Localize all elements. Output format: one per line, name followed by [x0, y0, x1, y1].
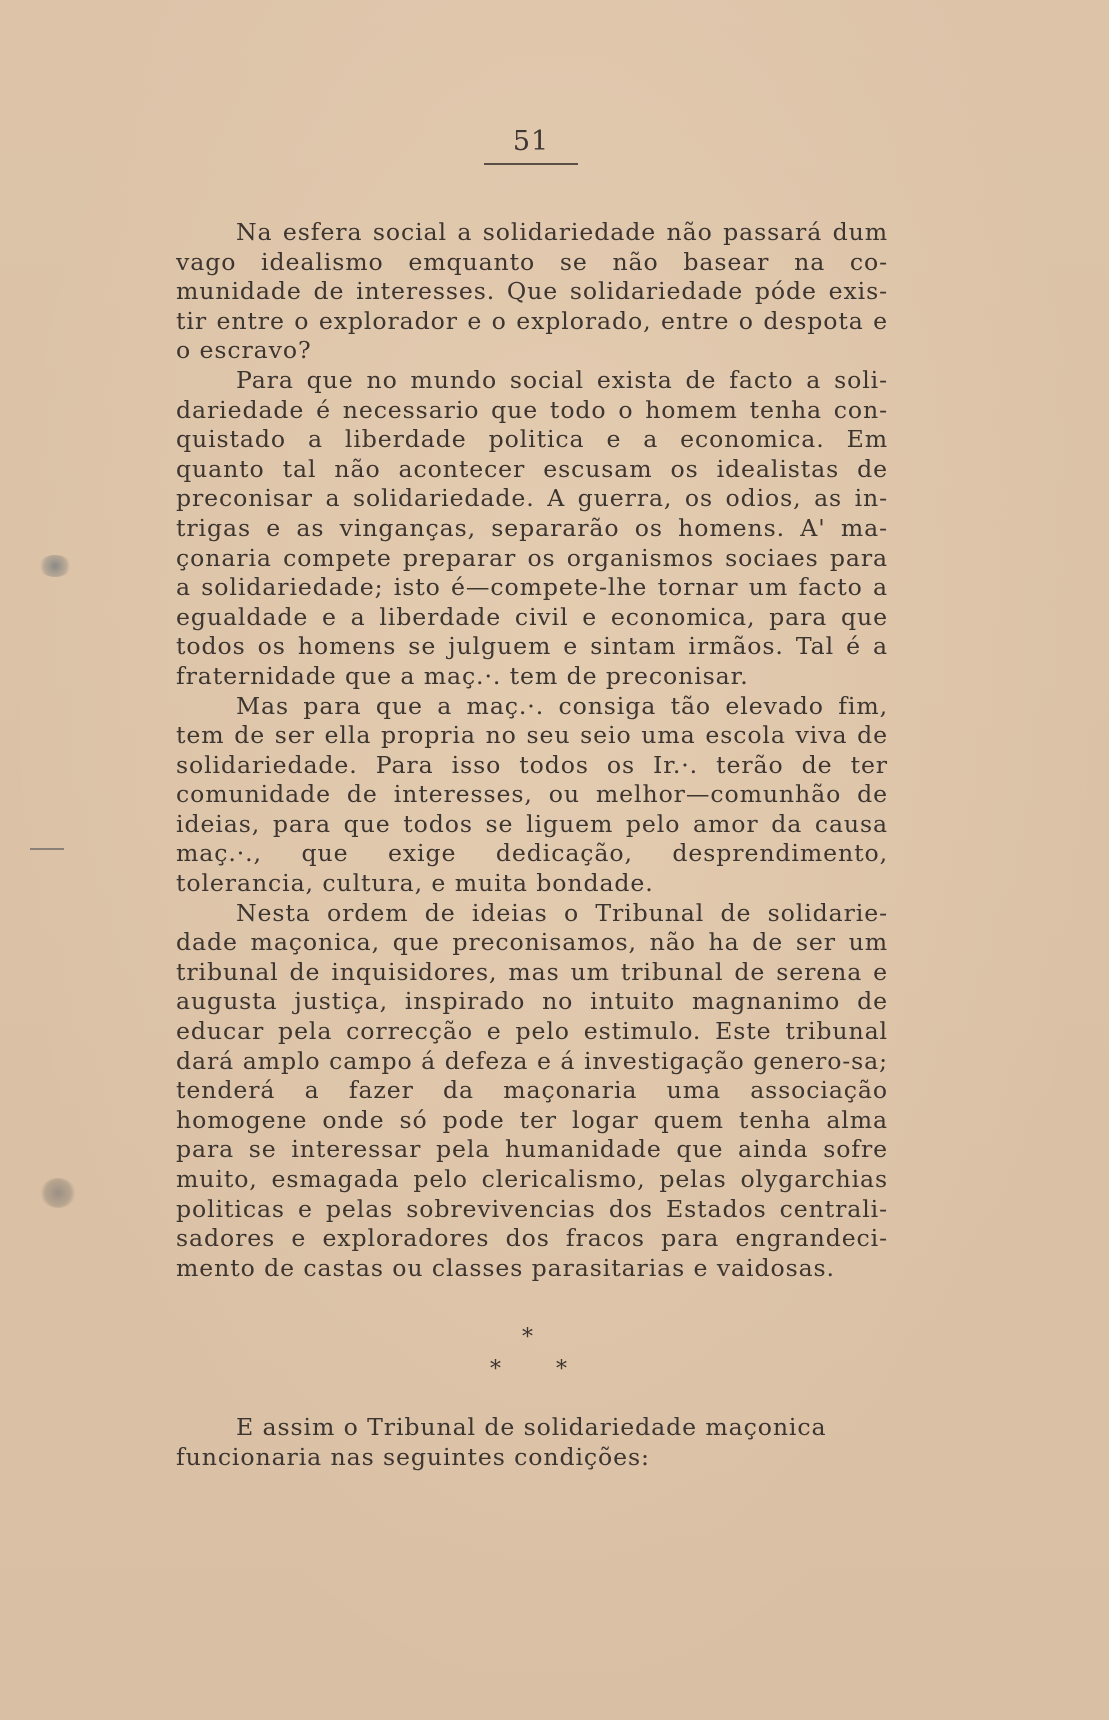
closing-paragraph: E assim o Tribunal de solidariedade maçonica funcionaria nas seguintes condições: — [176, 1413, 827, 1471]
paragraph: Para que no mundo social exista de facto a soli-dariedade é necessario que todo o homem tenha con-quistado a liberdade politica e a economica. Em quanto tal não acontecer escusam os idealistas de preconisar a solidariedade. A guerra, os odios, as in-trigas e as vinganças, separarão os homens. A' ma-çonaria compete preparar os organismos sociaes para a solidariedade; isto é—compete-lhe tornar um facto a egualdade e a liberdade civil e economica, para que todos os homens se julguem e sintam irmãos. Tal é a fraternidade que a maç.·. tem de preconisar. — [176, 365, 888, 690]
paragraph: Mas para que a maç.·. consiga tão elevado fim, tem de ser ella propria no seu seio uma escola viva de solidariedade. Para isso todos os Ir.·. terão de ter comunidade de interesses, ou melhor—comunhão de ideias, para que todos se liguem pelo amor da causa maç.·., que exige dedicação, desprendimento, tolerancia, cultura, e muita bondade. — [176, 691, 888, 898]
paper-stain — [38, 555, 72, 577]
main-text — [176, 218, 888, 1283]
asterism-star: * — [490, 1357, 501, 1382]
closing-text — [176, 1413, 888, 1472]
paragraph: Nesta ordem de ideias o Tribunal de solidarie-dade maçonica, que preconisamos, não ha de ser um tribunal de inquisidores, mas um tribunal de serena e augusta justiça, inspirado no intuito magnanimo de educar pela correcção e pelo estimulo. Este tribunal dará amplo campo á defeza e á investigação genero-sa; tenderá a fazer da maçonaria uma associação homogene onde só pode ter logar quem tenha alma para se interessar pela humanidade que ainda sofre muito, esmagada pelo clericalismo, pelas olygarchias politicas e pelas sobrevivencias dos Estados centrali-sadores e exploradores dos fracos para engrandeci-mento de castas ou classes parasitarias e vaidosas. — [176, 898, 888, 1282]
page-number-rule — [484, 163, 578, 165]
page-number: 51 — [512, 126, 550, 157]
paragraph: Na esfera social a solidariedade não passará dum vago idealismo emquanto se não basear na co-munidade de interesses. Que solidariedade póde exis-tir entre o explorador e o explorado, entre o despota e o escravo? — [176, 218, 888, 365]
paper-stain — [40, 1178, 76, 1208]
asterism-divider — [460, 1325, 600, 1385]
margin-tick-mark — [30, 848, 64, 850]
asterism-star: * — [522, 1325, 533, 1350]
asterism-star: * — [556, 1357, 567, 1382]
